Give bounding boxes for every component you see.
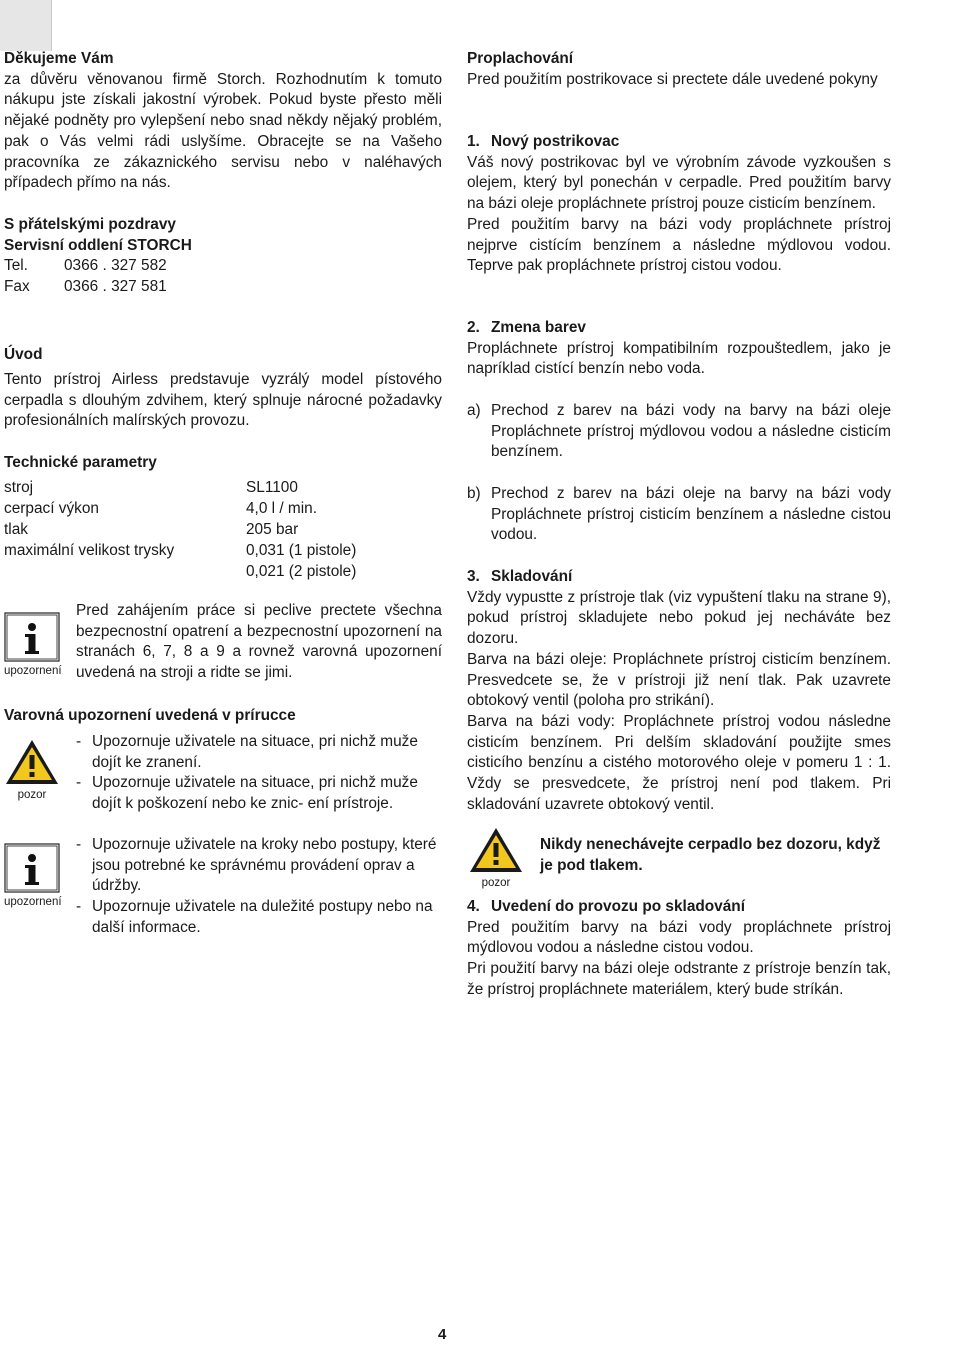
pozor-warning <box>4 738 60 802</box>
spec-label: tlak <box>4 521 28 538</box>
uvod-heading: Úvod <box>4 346 43 363</box>
warnings-heading: Varovná upozornení uvedená v prírucce <box>4 707 296 724</box>
spec-label: maximální velikost trysky <box>4 542 175 559</box>
warnings-heading-block <box>4 706 442 727</box>
section-title: Zmena barev <box>491 319 586 336</box>
intro-heading: Děkujeme Vám <box>4 50 114 67</box>
list-dash: - <box>76 774 82 792</box>
list-dash: - <box>76 898 82 916</box>
section-text: Váš nový postrikovac byl ve výrobním závode vyzkoušen s olejem, který byl ponechán v cerpadle. Pred použitím barvy na bázi oleje propláchnete prístroj pouze cisticím benzínem. <box>467 153 891 213</box>
tel-value: 0366 . 327 582 <box>64 257 167 275</box>
list-marker: a) <box>467 402 481 419</box>
section-text: Pri použití barvy na bázi oleje odstrante z prístroje benzín tak, že prístroj propláchnete materiálem, který bude stríkán. <box>467 960 891 998</box>
spec-value: 205 bar <box>246 521 299 538</box>
fax-value: 0366 . 327 581 <box>64 278 167 296</box>
pozor-label: pozor <box>17 789 47 801</box>
spec-label: cerpací výkon <box>4 500 99 517</box>
tel-label: Tel. <box>4 257 28 275</box>
info-icon-label: upozornení <box>4 896 62 908</box>
spec-row <box>4 478 444 499</box>
section-heading <box>467 897 891 918</box>
uvod-text-block <box>4 370 442 432</box>
pozor-label: pozor <box>481 877 511 889</box>
spec-label: stroj <box>4 479 34 496</box>
spec-row <box>4 541 444 562</box>
fax-line <box>4 277 442 298</box>
warning-triangle-icon <box>468 826 524 874</box>
list-dash: - <box>76 733 82 750</box>
flushing-heading: Proplachování <box>467 50 574 67</box>
spec-row <box>4 520 444 541</box>
list-marker: b) <box>467 485 481 502</box>
list-item-text: Upozornuje uživatele na situace, pri nichž muže dojít k poškození nebo ke znic- ení prístroje. <box>92 774 418 813</box>
list-item <box>76 897 442 938</box>
page-corner-tab <box>0 0 51 51</box>
intro-section <box>4 49 442 194</box>
notice1-text: Pred zahájením práce si peclive prectete všechna bezpecnostní opatrení a bezpecnostní upozornení na stranách 6, 7, 8 a 9 a rovnež varovná upozornení uvedená na stroji a ridte se jimi. <box>76 602 442 682</box>
corner-divider <box>51 0 52 51</box>
section-startup <box>467 897 891 1001</box>
section-text: Pred použitím barvy na bázi vody propláchnete prístroj mýdlovou vodou a následne cistou vodou. <box>467 918 891 957</box>
section-heading <box>467 132 891 153</box>
section-title: Nový postrikovac <box>491 133 620 150</box>
info-icon <box>4 843 60 893</box>
section-heading <box>467 318 891 339</box>
greeting-block <box>4 215 442 298</box>
spec-value: 4,0 l / min. <box>246 500 317 517</box>
sub-item-b <box>467 484 891 546</box>
intro-paragraph: za důvěru věnovanou firmě Storch. Rozhodnutím k tomuto nákupu jste získali jakostní výrobek. Pokud byste přesto měli nějaké podněty pro vylepšení nebo snad někdy nějaký problém, pak o Vás velmi rádi uslyšíme. Obracejte se na Vašeho pracovníka ze zákaznického servisu nebo v naléhavých případech přímo na nás. <box>4 70 442 192</box>
list-item <box>76 773 442 814</box>
info-notice-icon <box>4 612 60 678</box>
section-number: 2. <box>467 319 480 336</box>
section-title: Uvedení do provozu po skladování <box>491 898 745 915</box>
section-text: Pred použitím barvy na bázi vody propláchnete prístroj nejprve cistícím benzínem a následne mýdlovou vodou. Teprve pak propláchnete prístroj cistou vodou. <box>467 215 891 275</box>
flushing-intro <box>467 49 891 90</box>
section-number: 1. <box>467 133 480 150</box>
list-item-text: Upozornuje uživatele na kroky nebo postupy, které jsou potrebné ke správnému provádení oprav a údržby. <box>92 836 437 895</box>
info-icon-label: upozornení <box>4 665 62 677</box>
warning-triangle-icon <box>4 738 60 786</box>
uvod-text: Tento prístroj Airless predstavuje vyzrálý model pístového cerpadla s dlouhým zdvihem, který splnuje nárocné požadavky profesionálních malírských provozu. <box>4 371 442 430</box>
department: Servisní oddlení STORCH <box>4 236 192 254</box>
section-text: Propláchnete prístroj kompatibilním rozpouštedlem, jako je napríklad cistící benzín nebo voda. <box>467 339 891 378</box>
section-number: 4. <box>467 898 480 915</box>
warning-text: Nikdy nenechávejte cerpadlo bez dozoru, když je pod tlakem. <box>540 836 881 874</box>
section-text: Vždy vypustte z prístroje tlak (viz vypuštení tlaku na strane 9), pokud prístroj skladujete nebo pokud jej necháváte bez dozoru. <box>467 588 891 648</box>
flushing-intro-text: Pred použitím postrikovace si prectete dále uvedené pokyny <box>467 70 878 88</box>
specs-heading: Technické parametry <box>4 454 157 471</box>
info-icon <box>4 612 60 662</box>
section-number: 3. <box>467 568 480 585</box>
page-number: 4 <box>438 1326 447 1343</box>
spec-value: SL1100 <box>246 479 298 496</box>
spec-row <box>4 562 444 583</box>
list-item <box>76 835 442 897</box>
greeting: S přátelskými pozdravy <box>4 216 176 233</box>
tel-line <box>4 256 442 277</box>
list-item <box>467 401 891 463</box>
sub-item-a <box>467 401 891 463</box>
notice1-block <box>76 601 442 684</box>
section-storage <box>467 567 891 815</box>
spec-row <box>4 499 444 520</box>
list-item-text: Upozornuje uživatele na duležité postupy nebo na další informace. <box>92 898 433 936</box>
specs-heading-block <box>4 453 442 474</box>
list-item-text: Upozornuje uživatele na situace, pri nichž muže dojít ke zranení. <box>92 733 418 771</box>
section-text: Barva na bázi vody: Propláchnete prístroj vodou následne cisticím benzínem. Pri delším skladování použijte smes cisticího benzínu a cistého motorového oleje v pomeru 1 : 1. Vždy se presvedcete, že prístroj není pod tlakem. Pri skladování uzavrete obtokový ventil. <box>467 712 891 813</box>
list-item <box>467 484 891 546</box>
section-color-change <box>467 318 891 380</box>
section-heading <box>467 567 891 588</box>
spec-value: 0,031 (1 pistole) <box>246 542 357 559</box>
pozor-items <box>76 732 442 815</box>
list-item-text: Prechod z barev na bázi vody na barvy na bázi oleje Propláchnete prístroj mýdlovou vodou a následne cisticím benzínem. <box>491 402 891 461</box>
list-dash: - <box>76 836 82 853</box>
section-text: Barva na bázi oleje: Propláchnete prístroj cisticím benzínem. Presvedcete se, že v prístroji již není tlak. Pak uzavrete obtokový ventil (poloha pro strikání). <box>467 650 891 710</box>
fax-label: Fax <box>4 278 30 296</box>
spec-value: 0,021 (2 pistole) <box>246 563 357 580</box>
warn-text-block <box>540 835 892 876</box>
info-warning <box>4 843 60 909</box>
section-title: Skladování <box>491 568 573 585</box>
pozor-warning-right <box>468 826 524 890</box>
uvod-section <box>4 345 442 366</box>
list-item-text: Prechod z barev na bázi oleje na barvy na bázi vody Propláchnete prístroj cisticím benzínem a následne cistou vodou. <box>491 485 891 544</box>
section-new-sprayer <box>467 132 891 277</box>
list-item <box>76 732 442 773</box>
info-items <box>76 835 442 939</box>
